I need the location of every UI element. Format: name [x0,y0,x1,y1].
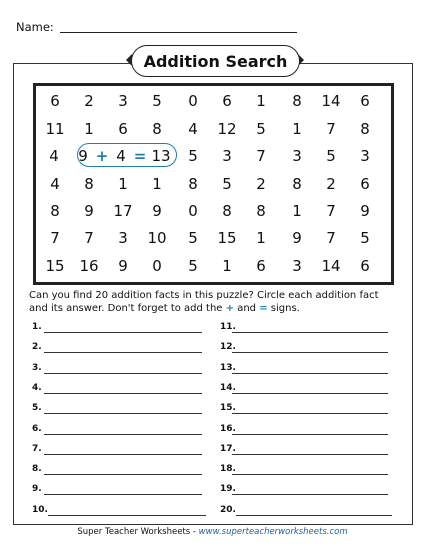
answer-number: 12. [220,342,236,353]
answer-underline[interactable] [44,393,202,394]
answer-number: 9. [32,484,42,495]
grid-cell[interactable]: 1 [292,202,302,220]
answer-underline[interactable] [44,434,202,435]
answer-underline[interactable] [44,373,202,374]
answer-underline[interactable] [232,332,388,333]
grid-cell[interactable]: 7 [326,229,336,247]
grid-cell[interactable]: 16 [79,257,99,275]
grid-cell[interactable]: 0 [188,92,198,110]
grid-sign[interactable]: = [133,147,147,165]
answer-line-14[interactable] [220,383,236,393]
answer-number: 5. [32,403,42,414]
grid-sign[interactable]: + [95,147,109,165]
answer-line-11[interactable] [220,322,236,332]
plus-sign: + [225,303,235,314]
answer-line-10[interactable] [32,505,48,515]
answer-line-12[interactable] [220,342,236,352]
answer-number: 8. [32,464,42,475]
grid-cell[interactable]: 0 [188,202,198,220]
grid-cell[interactable]: 6 [256,257,266,275]
answer-underline[interactable] [44,413,202,414]
grid-cell[interactable]: 11 [45,120,65,138]
instructions: Can you find 20 addition facts in this puzzle? Circle each addition fact and its answer. Don't forget to add the + and = signs. [29,290,379,314]
answer-number: 15. [220,403,236,414]
answer-underline[interactable] [44,352,202,353]
answer-underline[interactable] [44,332,202,333]
answer-underline[interactable] [232,352,388,353]
grid-cell[interactable]: 3 [292,257,302,275]
answer-underline[interactable] [232,434,388,435]
page-title: Addition Search [131,45,300,77]
grid-cell[interactable]: 3 [118,229,128,247]
grid-cell[interactable]: 13 [151,147,171,165]
grid-cell[interactable]: 8 [188,175,198,193]
grid-cell[interactable]: 6 [360,175,370,193]
grid-cell[interactable]: 4 [116,147,126,165]
grid-cell[interactable]: 8 [152,120,162,138]
answer-number: 2. [32,342,42,353]
grid-cell[interactable]: 2 [84,92,94,110]
grid-cell[interactable]: 14 [321,257,341,275]
grid-cell[interactable]: 1 [118,175,128,193]
answer-number: 10. [32,504,48,515]
answer-number: 11. [220,322,236,332]
grid-cell[interactable]: 8 [292,92,302,110]
grid-cell[interactable]: 5 [360,229,370,247]
answer-number: 1. [32,322,42,332]
footer-brand: Super Teacher Worksheets - [77,527,199,537]
grid-cell[interactable]: 5 [188,257,198,275]
grid-cell[interactable]: 9 [360,202,370,220]
answer-underline[interactable] [232,413,388,414]
grid-cell[interactable]: 6 [360,257,370,275]
grid-cell[interactable]: 4 [50,175,60,193]
grid-cell[interactable]: 3 [360,147,370,165]
answer-line-19[interactable] [220,484,236,494]
grid-cell[interactable]: 7 [84,229,94,247]
grid-cell[interactable]: 17 [113,202,133,220]
grid-cell[interactable]: 2 [326,175,336,193]
answer-number: 18. [220,464,236,475]
answer-line-7[interactable] [32,444,42,454]
answer-line-8[interactable] [32,464,42,474]
grid-cell[interactable]: 8 [256,202,266,220]
grid-cell[interactable]: 8 [84,175,94,193]
answer-number: 20. [220,504,236,515]
answer-line-2[interactable] [32,342,42,352]
grid-cell[interactable]: 5 [326,147,336,165]
answer-line-9[interactable] [32,484,42,494]
grid-cell[interactable]: 6 [50,92,60,110]
answer-number: 19. [220,484,236,495]
grid-cell[interactable]: 15 [217,229,237,247]
grid-cell[interactable]: 5 [256,120,266,138]
grid-cell[interactable]: 7 [326,120,336,138]
grid-cell[interactable]: 7 [256,147,266,165]
answer-line-6[interactable] [32,424,42,434]
grid-cell[interactable]: 3 [118,92,128,110]
grid-cell[interactable]: 8 [292,175,302,193]
grid-cell[interactable]: 9 [152,202,162,220]
name-label: Name: [16,20,54,34]
grid-cell[interactable]: 5 [222,175,232,193]
answer-underline[interactable] [44,474,202,475]
answer-underline[interactable] [232,474,388,475]
grid-cell[interactable]: 7 [326,202,336,220]
answer-underline[interactable] [232,494,388,495]
grid-cell[interactable]: 8 [360,120,370,138]
grid-cell[interactable]: 9 [118,257,128,275]
answer-line-3[interactable] [32,363,42,373]
answer-number: 14. [220,382,236,393]
grid-cell[interactable]: 5 [188,147,198,165]
answer-number: 13. [220,362,236,373]
answer-underline[interactable] [44,494,202,495]
answer-line-4[interactable] [32,383,42,393]
answer-line-15[interactable] [220,403,236,413]
grid-cell[interactable]: 8 [222,202,232,220]
grid-cell[interactable]: 4 [188,120,198,138]
footer [0,527,425,537]
grid-cell[interactable]: 6 [118,120,128,138]
answer-line-18[interactable] [220,464,236,474]
grid-cell[interactable]: 6 [360,92,370,110]
grid-cell[interactable]: 5 [152,92,162,110]
answer-line-1[interactable] [32,322,42,332]
grid-cell[interactable]: 10 [147,229,167,247]
answer-line-5[interactable] [32,403,42,413]
footer-link[interactable]: www.superteacherworksheets.com [198,527,348,537]
answer-line-13[interactable] [220,363,236,373]
grid-cell[interactable]: 6 [222,92,232,110]
equals-sign: = [259,303,268,314]
grid-cell[interactable]: 8 [50,202,60,220]
answer-underline[interactable] [232,373,388,374]
answer-number: 17. [220,443,236,454]
answer-underline[interactable] [232,393,388,394]
grid-cell[interactable]: 1 [84,120,94,138]
answer-number: 6. [32,423,42,434]
grid-cell[interactable]: 12 [217,120,237,138]
grid-cell[interactable]: 9 [78,147,88,165]
grid-cell[interactable]: 14 [321,92,341,110]
answer-number: 4. [32,382,42,393]
grid-cell[interactable]: 5 [188,229,198,247]
grid-cell[interactable]: 3 [292,147,302,165]
grid-cell[interactable]: 15 [45,257,65,275]
grid-cell[interactable]: 9 [292,229,302,247]
answer-underline[interactable] [232,454,388,455]
answer-line-16[interactable] [220,424,236,434]
answer-line-17[interactable] [220,444,236,454]
grid-cell[interactable]: 7 [50,229,60,247]
answer-number: 7. [32,443,42,454]
answer-line-20[interactable] [220,505,236,515]
answer-underline[interactable] [236,515,392,516]
answer-number: 16. [220,423,236,434]
grid-cell[interactable]: 4 [49,147,59,165]
grid-cell[interactable]: 1 [152,175,162,193]
answer-underline[interactable] [48,515,206,516]
grid-cell[interactable]: 1 [292,120,302,138]
grid-cell[interactable]: 1 [222,257,232,275]
grid-cell[interactable]: 1 [256,229,266,247]
answer-underline[interactable] [44,454,202,455]
answer-number: 3. [32,362,42,373]
name-line[interactable] [60,32,297,33]
grid-cell[interactable]: 3 [222,147,232,165]
grid-cell[interactable]: 2 [256,175,266,193]
grid-cell[interactable]: 9 [84,202,94,220]
grid-cell[interactable]: 1 [256,92,266,110]
grid-cell[interactable]: 0 [152,257,162,275]
